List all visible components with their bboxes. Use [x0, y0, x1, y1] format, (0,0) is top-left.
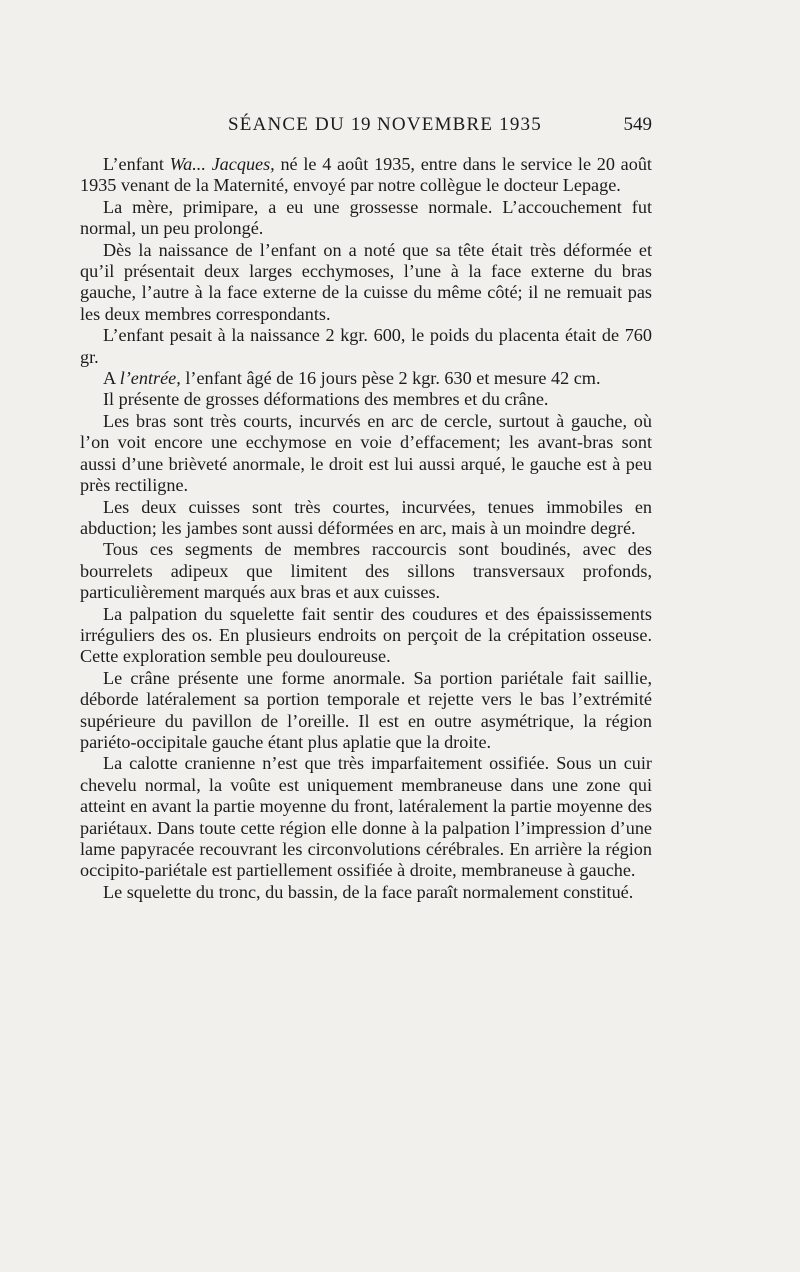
paragraph: La palpation du squelette fait sentir des coudures et des épaississements irréguliers des os. En plusieurs endroits on perçoit de la crépitation osseuse. Cette exploration semble peu douloureuse. — [80, 603, 652, 667]
paragraph: A l’entrée, l’enfant âgé de 16 jours pèse 2 kgr. 630 et mesure 42 cm. — [103, 368, 601, 389]
running-title — [228, 114, 542, 136]
paragraph: Les deux cuisses sont très courtes, incurvées, tenues immobiles en abduction; les jambes sont aussi déformées en arc, mais à un moindre degré. — [80, 496, 652, 538]
paragraph: Dès la naissance de l’enfant on a noté que sa tête était très déformée et qu’il présentait deux larges ecchymoses, l’une à la face externe du bras gauche, l’autre à la face externe de la cuisse du même côté; il ne remuait pas les deux membres correspondants. — [80, 239, 652, 324]
italic-entree: l’entrée, — [119, 368, 181, 389]
paragraph: L’enfant Wa... Jacques, né le 4 août 1935, entre dans le service le 20 août 1935 venant de la Maternité, envoyé par notre collègue le docteur Lepage. — [80, 154, 652, 196]
running-title-day: 19 — [350, 114, 372, 135]
paragraph: Tous ces segments de membres raccourcis sont boudinés, avec des bourrelets adipeux que limitent des sillons transversaux profonds, particulièrement marqués aux bras et aux cuisses. — [80, 539, 652, 603]
paragraph: La mère, primipare, a eu une grossesse normale. L’accouchement fut normal, un peu prolongé. — [80, 196, 652, 239]
paragraph: Il présente de grosses déformations des membres et du crâne. — [103, 389, 549, 410]
paragraph: Le squelette du tronc, du bassin, de la face paraît normalement constitué. — [103, 881, 634, 902]
paragraph: La calotte cranienne n’est que très imparfaitement ossifiée. Sous un cuir chevelu normal, la voûte est uniquement membraneuse dans une zone qui atteint en avant la partie moyenne du front, latéralement la partie moyenne des pariétaux. Dans toute cette région elle donne à la palpation l’impression d’une lame papyracée recouvrant les circonvolutions cérébrales. En arrière la région occipito-pariétale est partiellement ossifiée à droite, membraneuse à gauche. — [80, 753, 652, 881]
page-number: 549 — [623, 114, 652, 135]
paragraph: Le crâne présente une forme anormale. Sa portion pariétale fait saillie, déborde latéralement sa portion temporale et rejette vers le bas l’extrémité supérieure du pavillon de l’oreille. Il est en outre asymétrique, la région pariéto-occipitale gauche étant plus aplatie que la droite. — [80, 667, 652, 752]
paragraph: Les bras sont très courts, incurvés en arc de cercle, surtout à gauche, où l’on voit encore une ecchymose en voie d’effacement; les avant-bras sont aussi d’une brièveté anormale, le droit est lui aussi arqué, le gauche est à peu près rectiligne. — [80, 410, 652, 496]
running-head — [80, 114, 652, 142]
body-text — [80, 154, 652, 903]
patient-name: Wa... Jacques, — [169, 154, 275, 174]
paragraph: L’enfant pesait à la naissance 2 kgr. 600, le poids du placenta était de 760 gr. — [80, 325, 652, 367]
running-title-suffix: NOVEMBRE 1935 — [371, 114, 542, 135]
running-title-prefix: SÉANCE DU — [228, 114, 351, 135]
